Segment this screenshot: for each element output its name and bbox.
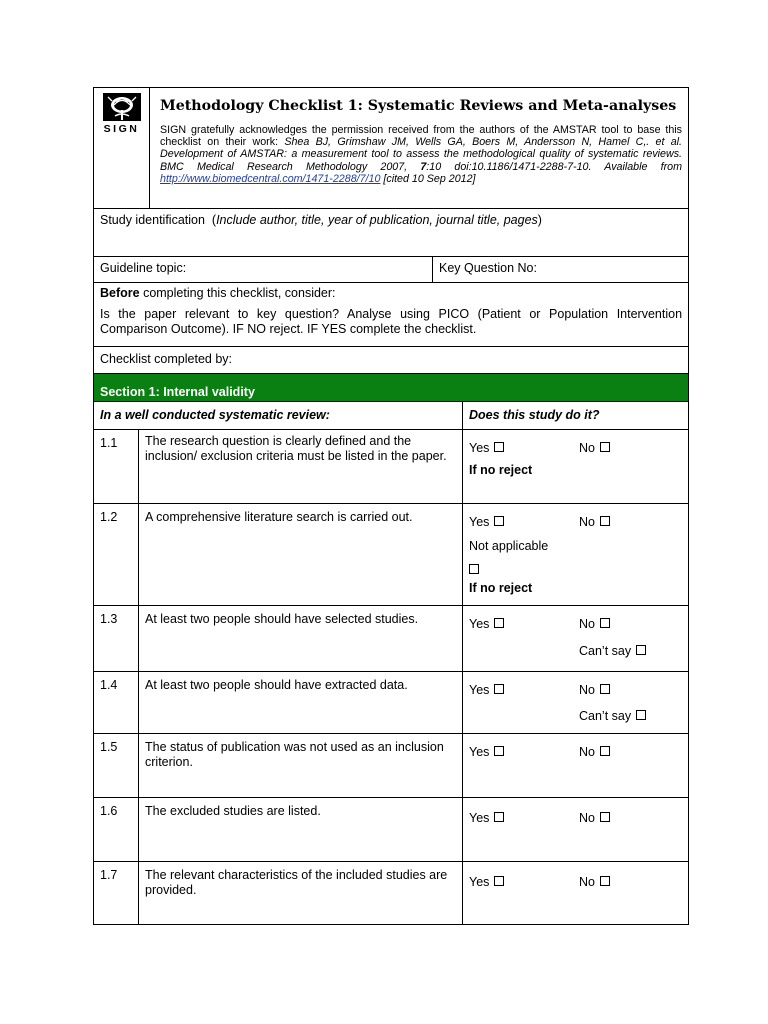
no-option[interactable]: No [579,872,610,896]
section-header [94,374,689,402]
ack-citation-2: :10 doi:10.1186/1471-2288-7-10. Available from [426,160,683,173]
ack-cited: [cited 10 Sep 2012] [380,172,476,185]
item-number: 1.5 [100,740,118,754]
item-text: The relevant characteristics of the included studies are provided. [145,868,448,897]
study-identification-field[interactable]: Study identification (Include author, title, year of publication, journal title, pages) [94,209,689,257]
item-text: At least two people should have selected studies. [145,612,419,626]
logo-text: SIGN [103,123,140,135]
study-identification-row [94,209,689,257]
column-header-criteria: In a well conducted systematic review: [100,408,330,422]
item-text: The excluded studies are listed. [145,804,321,818]
yes-option[interactable]: Yes [469,742,579,766]
checkbox-icon[interactable] [600,684,610,694]
table-row [94,504,689,606]
column-header-answer: Does this study do it? [469,408,600,422]
table-row [94,672,689,734]
yes-option[interactable]: Yes [469,680,579,709]
header-row [94,88,689,209]
key-question-label: Key Question No: [439,261,537,275]
title-cell [150,88,689,209]
guideline-topic-field[interactable] [94,257,433,283]
thistle-icon [102,92,142,122]
no-option[interactable]: No [579,680,610,709]
checkbox-icon[interactable] [600,442,610,452]
item-text: At least two people should have extracted data. [145,678,408,692]
table-row [94,734,689,798]
checkbox-icon[interactable] [600,812,610,822]
relevance-question: Is the paper relevant to key question? Analyse using PICO (Patient or Population Intervention Comparison Outcome). IF NO reject. IF YES complete the checklist. [100,307,683,336]
checkbox-icon[interactable] [494,812,504,822]
checkbox-icon[interactable] [636,645,646,655]
item-number: 1.4 [100,678,118,692]
checkbox-icon[interactable] [469,564,479,574]
completed-by-field[interactable] [94,347,689,374]
no-option[interactable]: No [579,742,610,766]
yes-option[interactable]: Yes [469,614,579,644]
checkbox-icon[interactable] [494,876,504,886]
table-row [94,862,689,925]
checkbox-icon[interactable] [494,684,504,694]
item-number: 1.2 [100,510,118,524]
completed-by-row [94,347,689,374]
checklist-sheet [93,87,688,925]
checkbox-icon[interactable] [600,618,610,628]
checkbox-icon[interactable] [494,442,504,452]
key-question-field[interactable] [433,257,689,283]
ack-citation: Shea BJ, Grimshaw JM, Wells GA, Boers M, Andersson N, Hamel C,. et al. Development of AMSTAR: a measurement tool to assess the methodological quality of systematic reviews. BMC Medical Research Methodology 2007, [160,136,683,173]
yes-option[interactable]: Yes [469,872,579,896]
page-title: Methodology Checklist 1: Systematic Reviews and Meta-analyses [160,98,677,114]
column-header-row [94,402,689,430]
if-no-reject: If no reject [469,463,533,477]
before-rest: completing this checklist, consider: [139,286,336,300]
item-number: 1.7 [100,868,118,882]
study-identification-hint: Include author, title, year of publication, journal title, pages [216,213,538,227]
checkbox-icon[interactable] [600,876,610,886]
checkbox-icon[interactable] [494,746,504,756]
yes-option[interactable]: Yes [469,512,579,536]
checkbox-icon[interactable] [636,710,646,720]
before-bold: Before [100,286,140,300]
section-title: Section 1: Internal validity [100,385,255,399]
checkbox-icon[interactable] [494,618,504,628]
item-text: The status of publication was not used as an inclusion criterion. [145,740,444,769]
yes-option[interactable]: Yes [469,808,579,832]
item-number: 1.6 [100,804,118,818]
acknowledgement-text [160,124,682,185]
table-row [94,430,689,504]
no-option[interactable]: No [579,512,610,536]
no-option[interactable]: No [579,614,610,644]
before-row [94,283,689,347]
completed-by-label: Checklist completed by: [100,352,233,366]
guideline-topic-label: Guideline topic: [100,261,187,275]
before-cell [94,283,689,347]
cant-say-option[interactable]: Can’t say [579,709,646,723]
no-option[interactable]: No [579,438,610,462]
item-text: The research question is clearly defined and the inclusion/ exclusion criteria must be listed in the paper. [145,434,447,463]
checklist-table [93,87,689,925]
ack-plain: SIGN gratefully acknowledges the permission received from the authors of the AMSTAR tool to base this checklist on their work: [160,124,683,149]
yes-option[interactable]: Yes [469,438,579,462]
table-row [94,798,689,862]
checkbox-icon[interactable] [494,516,504,526]
item-number: 1.3 [100,612,118,626]
table-row [94,606,689,672]
not-applicable-option[interactable]: Not applicable [469,539,549,553]
sign-logo [97,92,147,135]
item-number: 1.1 [100,436,118,450]
item-text: A comprehensive literature search is carried out. [145,510,413,524]
checkbox-icon[interactable] [600,746,610,756]
no-option[interactable]: No [579,808,610,832]
if-no-reject: If no reject [469,581,533,595]
biomedcentral-link[interactable]: http://www.biomedcentral.com/1471-2288/7/10 [160,172,381,185]
cant-say-option[interactable]: Can’t say [579,644,646,658]
logo-cell [94,88,150,209]
topic-row [94,257,689,283]
checkbox-icon[interactable] [600,516,610,526]
ack-volume: 7 [420,160,427,173]
study-identification-label: Study identification [100,213,205,227]
